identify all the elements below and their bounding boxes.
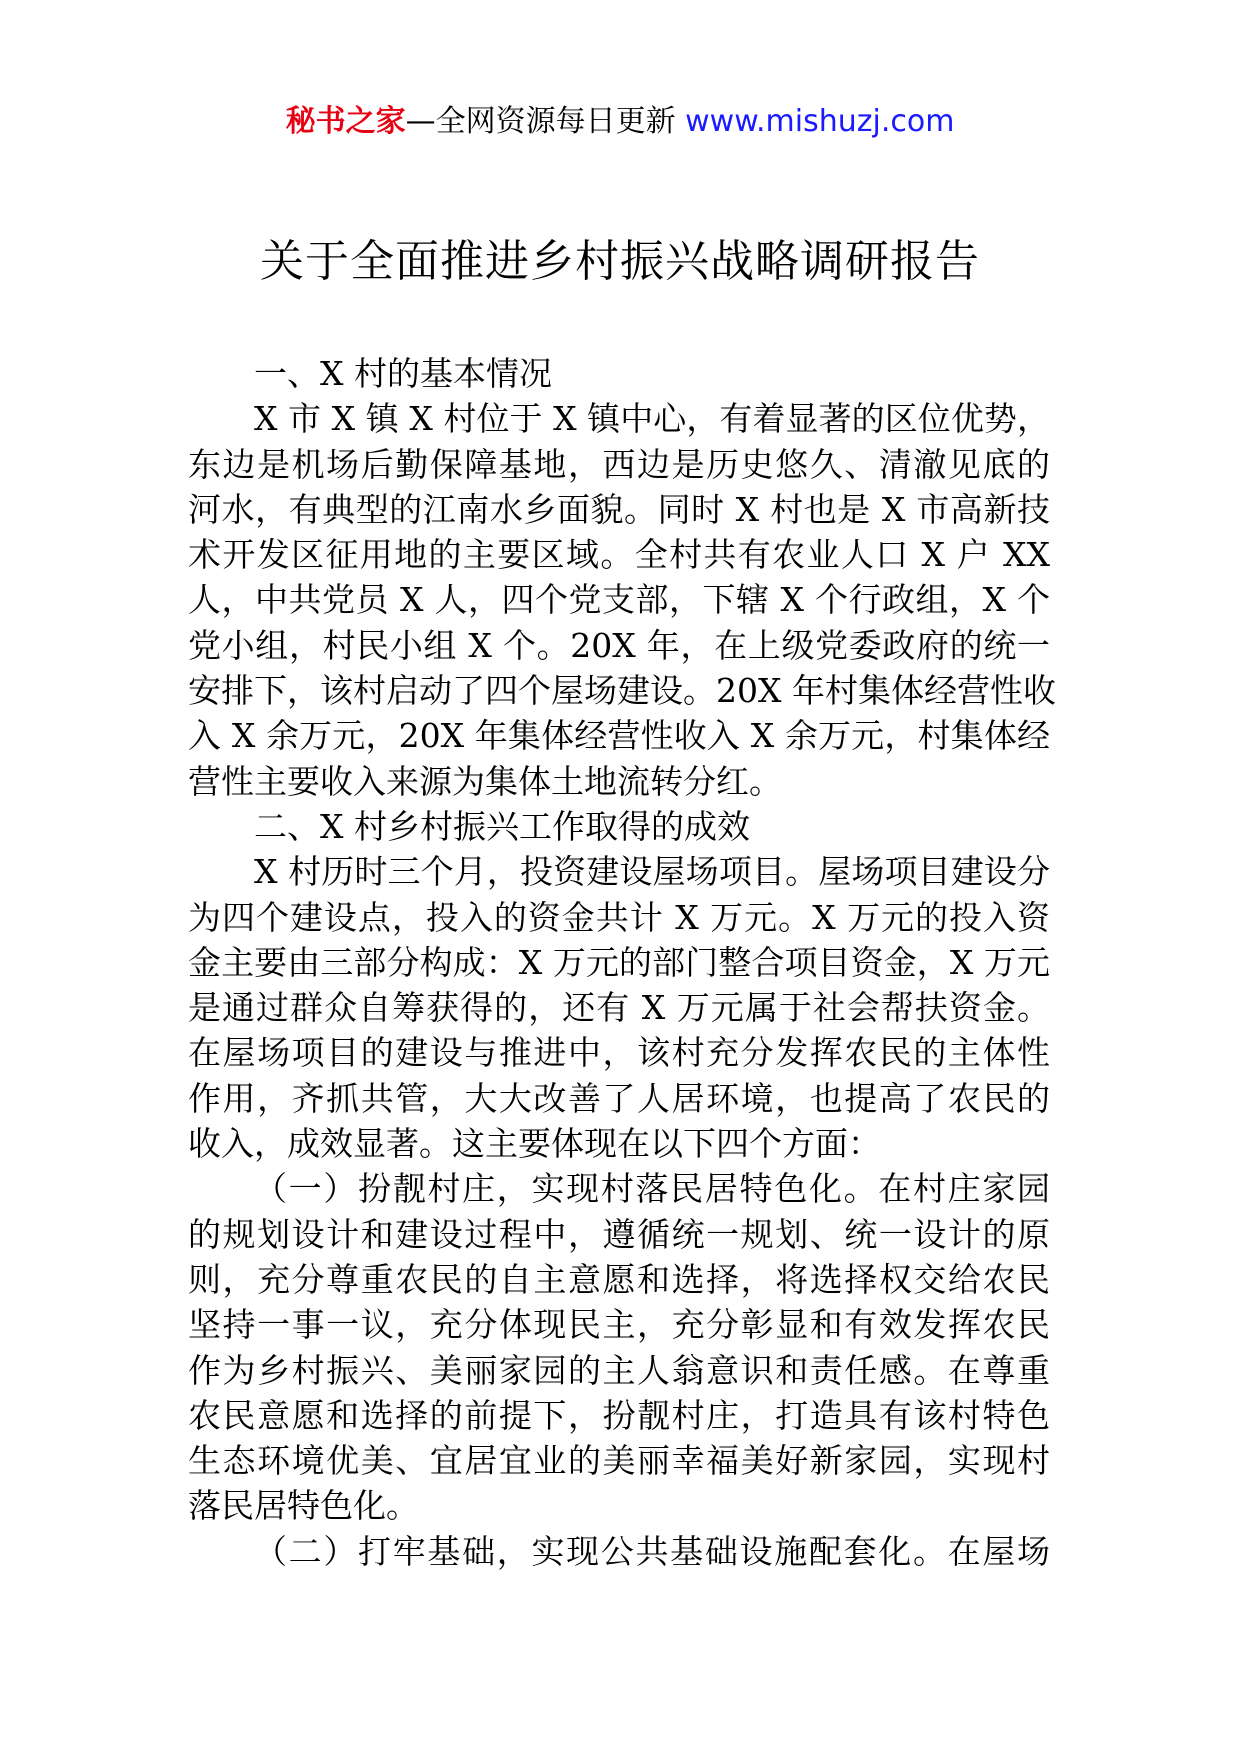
header-url-link[interactable]: www.mishuzj.com xyxy=(685,104,955,139)
body-line: 人，中共党员 X 人，四个党支部，下辖 X 个行政组，X 个 xyxy=(188,580,1050,620)
section-heading-1: 一、X 村的基本情况 xyxy=(254,354,552,393)
body-line: 农民意愿和选择的前提下，扮靓村庄，打造具有该村特色 xyxy=(188,1395,1050,1435)
body-line: 收入，成效显著。这主要体现在以下四个方面： xyxy=(188,1124,881,1164)
body-line: 是通过群众自筹获得的，还有 X 万元属于社会帮扶资金。 xyxy=(188,988,1050,1028)
body-line: 生态环境优美、宜居宜业的美丽幸福美好新家园，实现村 xyxy=(188,1441,1050,1481)
body-line: 坚持一事一议，充分体现民主，充分彰显和有效发挥农民 xyxy=(188,1305,1050,1345)
header-tagline: —全网资源每日更新 xyxy=(405,104,686,139)
section-heading-2: 二、X 村乡村振兴工作取得的成效 xyxy=(254,806,750,846)
subsection-line: （一）扮靓村庄，实现村落民居特色化。在村庄家园 xyxy=(254,1169,1050,1209)
body-line: 则，充分尊重农民的自主意愿和选择，将选择权交给农民 xyxy=(188,1259,1050,1299)
body-line: X 村历时三个月，投资建设屋场项目。屋场项目建设分 xyxy=(254,852,1050,892)
page-header xyxy=(0,100,1240,144)
body-line: 党小组，村民小组 X 个。20X 年，在上级党委政府的统一 xyxy=(188,625,1050,665)
body-line: X 市 X 镇 X 村位于 X 镇中心，有着显著的区位优势， xyxy=(254,399,1050,439)
body-line: 东边是机场后勤保障基地，西边是历史悠久、清澈见底的 xyxy=(188,444,1050,484)
subsection-line: （二）打牢基础，实现公共基础设施配套化。在屋场 xyxy=(254,1531,1050,1571)
body-line: 河水，有典型的江南水乡面貌。同时 X 村也是 X 市高新技 xyxy=(188,489,1050,529)
body-line: 落民居特色化。 xyxy=(188,1486,419,1526)
body-line: 作用，齐抓共管，大大改善了人居环境，也提高了农民的 xyxy=(188,1078,1050,1118)
body-line: 作为乡村振兴、美丽家园的主人翁意识和责任感。在尊重 xyxy=(188,1350,1050,1390)
header-brand: 秘书之家 xyxy=(285,104,406,139)
body-line: 入 X 余万元，20X 年集体经营性收入 X 余万元，村集体经 xyxy=(188,716,1050,756)
body-line: 营性主要收入来源为集体土地流转分红。 xyxy=(188,761,782,801)
body-line: 在屋场项目的建设与推进中，该村充分发挥农民的主体性 xyxy=(188,1033,1050,1073)
body-line: 为四个建设点，投入的资金共计 X 万元。X 万元的投入资 xyxy=(188,897,1050,937)
body-line: 金主要由三部分构成：X 万元的部门整合项目资金，X 万元 xyxy=(188,942,1050,982)
document-body xyxy=(188,351,1056,1574)
body-line: 安排下，该村启动了四个屋场建设。20X 年村集体经营性收 xyxy=(188,671,1056,711)
body-line: 的规划设计和建设过程中，遵循统一规划、统一设计的原 xyxy=(188,1214,1050,1254)
body-line: 术开发区征用地的主要区域。全村共有农业人口 X 户 XX xyxy=(188,535,1050,575)
document-title: 关于全面推进乡村振兴战略调研报告 xyxy=(260,236,980,287)
